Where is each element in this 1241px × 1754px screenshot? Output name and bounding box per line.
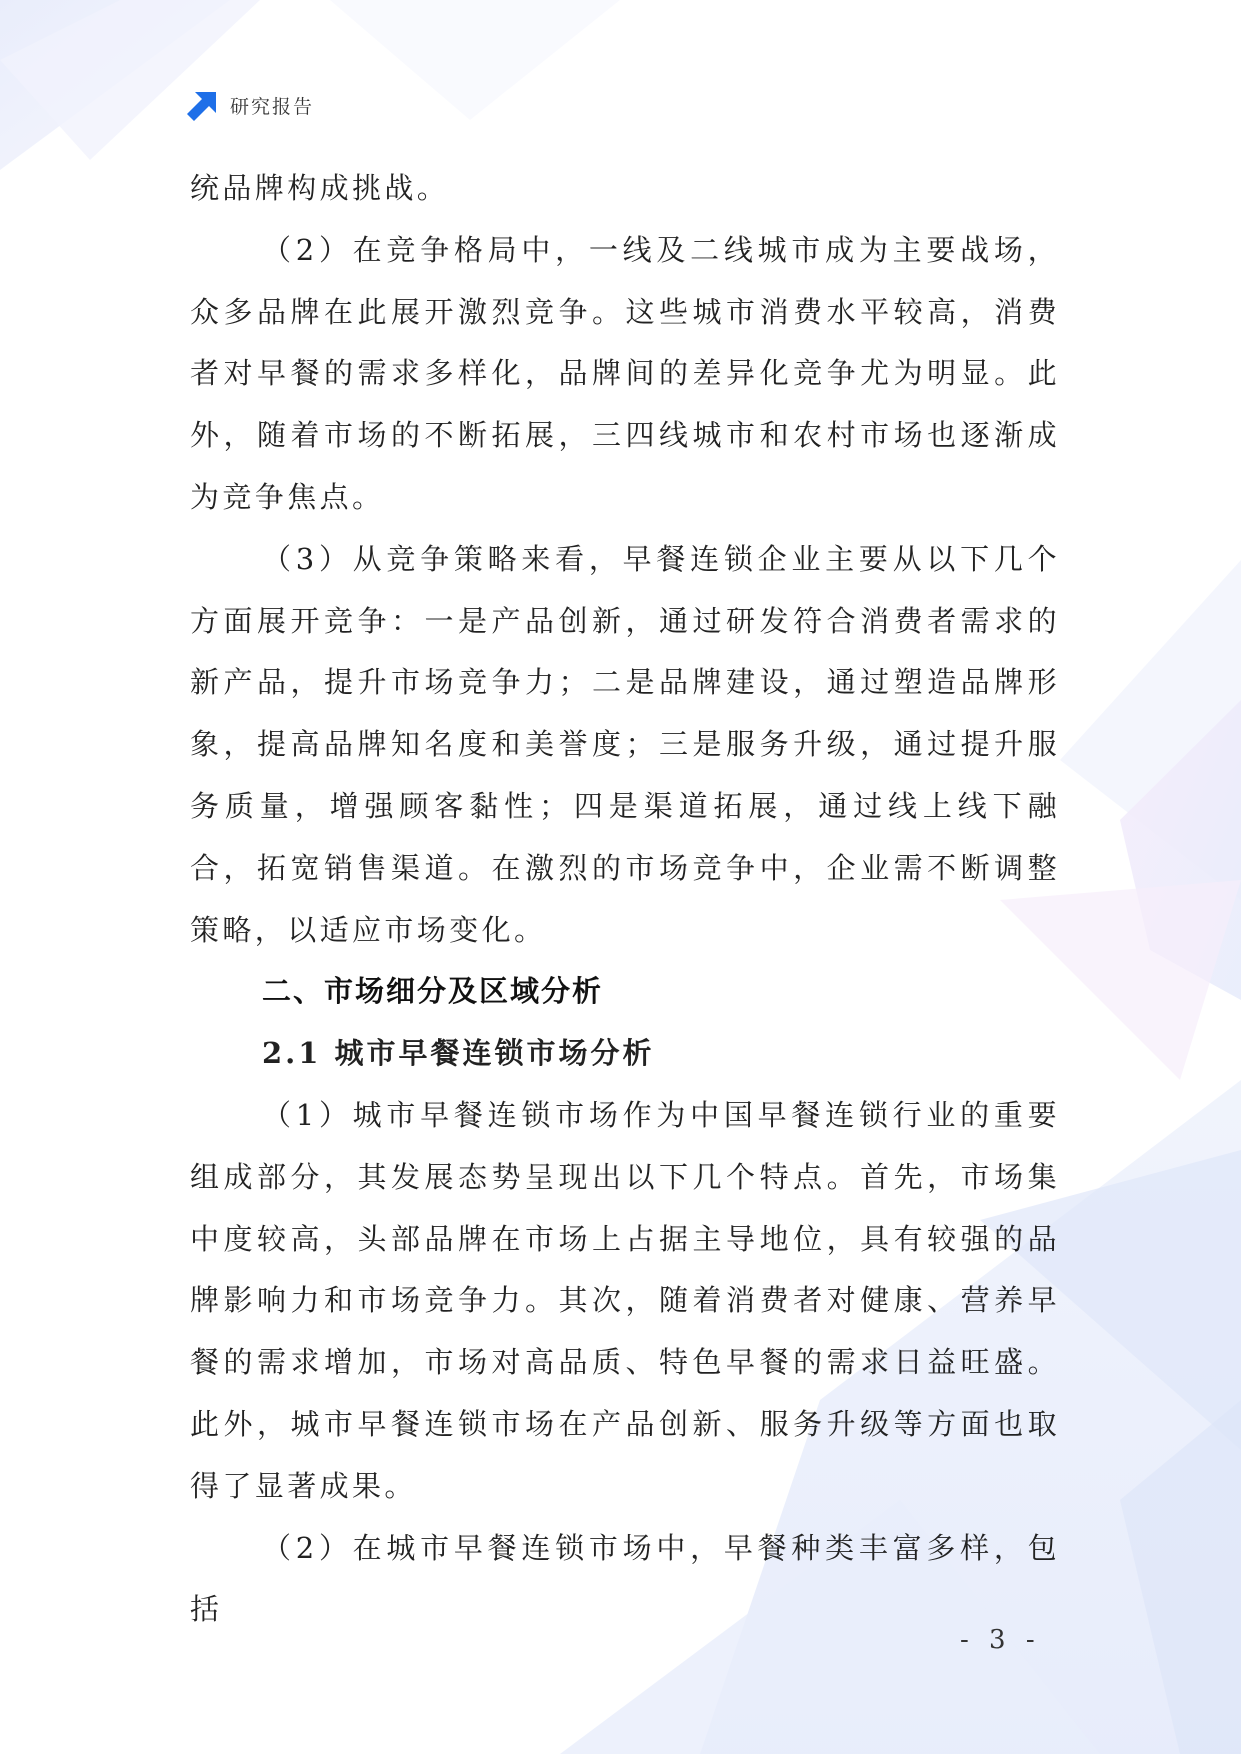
page-number: - 3 - <box>960 1625 1041 1655</box>
document-body <box>190 158 1060 1641</box>
arrow-up-right-icon <box>186 88 220 122</box>
subsection-heading: 2.1 城市早餐连锁市场分析 <box>262 1036 655 1071</box>
paragraph-city-market-overview: （1）城市早餐连锁市场作为中国早餐连锁行业的重要组成部分，其发展态势呈现出以下几个特点。首先，市场集中度较高，头部品牌在市场上占据主导地位，具有较强的品牌影响力和市场竞争力。其次，随着消费者对健康、营养早餐的需求增加，市场对高品质、特色早餐的需求日益旺盛。此外，城市早餐连锁市场在产品创新、服务升级等方面也取得了显著成果。 <box>190 1097 1060 1503</box>
section-heading: 二、市场细分及区域分析 <box>262 974 604 1009</box>
paragraph-competition-strategy: （3）从竞争策略来看，早餐连锁企业主要从以下几个方面展开竞争：一是产品创新，通过研发符合消费者需求的新产品，提升市场竞争力；二是品牌建设，通过塑造品牌形象，提高品牌知名度和美誉度；三是服务升级，通过提升服务质量，增强顾客黏性；四是渠道拓展，通过线上线下融合，拓宽销售渠道。在激烈的市场竞争中，企业需不断调整策略，以适应市场变化。 <box>190 541 1060 947</box>
paragraph-city-market-variety: （2）在城市早餐连锁市场中，早餐种类丰富多样，包括 <box>190 1530 1060 1627</box>
paragraph-continuation: 统品牌构成挑战。 <box>190 171 450 205</box>
header-title: 研究报告 <box>230 95 315 118</box>
report-header <box>186 88 314 122</box>
paragraph-competition-landscape: （2）在竞争格局中，一线及二线城市成为主要战场，众多品牌在此展开激烈竞争。这些城市消费水平较高，消费者对早餐的需求多样化，品牌间的差异化竞争尤为明显。此外，随着市场的不断拓展，三四线城市和农村市场也逐渐成为竞争焦点。 <box>190 232 1060 514</box>
